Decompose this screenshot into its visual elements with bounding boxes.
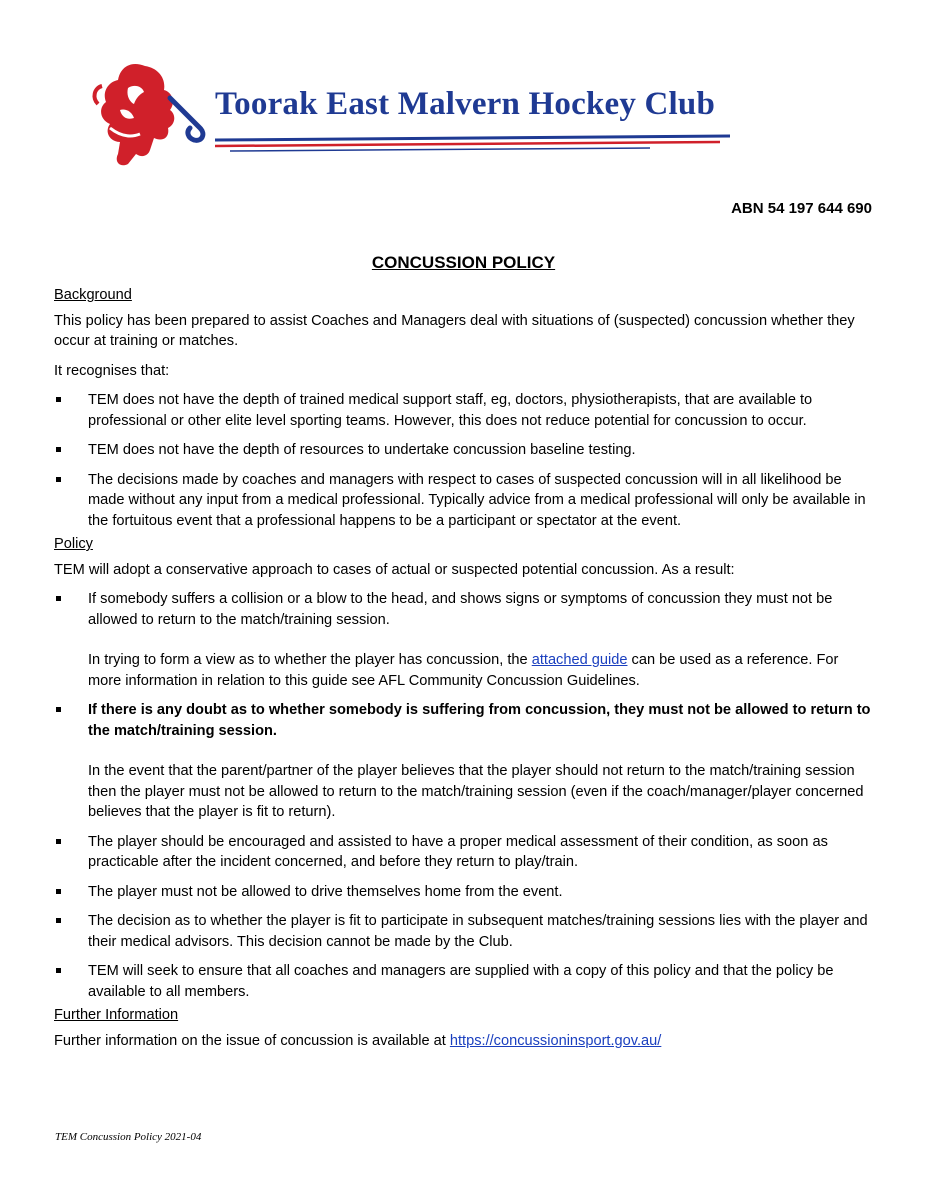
list-item: The decision as to whether the player is fit to participate in subsequent matches/training sessions lies with the player and their medical advisors. This decision cannot be made by the Club. <box>54 911 874 952</box>
list-item: The decisions made by coaches and managers with respect to cases of suspected concussion will in all likelihood be made without any input from a medical professional. Typically advice from a medical professional will only be available in the fortuitous event that a professional happens to be a participant or spectator at the event. <box>54 470 874 532</box>
policy-list <box>54 589 874 1002</box>
concussion-in-sport-link[interactable]: https://concussioninsport.gov.au/ <box>449 1032 662 1049</box>
background-list <box>54 390 874 531</box>
list-item: If somebody suffers a collision or a blow to the head, and shows signs or symptoms of concussion they must not be allowed to return to the match/training session. In trying to form a view as to whether the player has concussion, the attached guide can be used as a reference. For more information in relation to this guide see AFL Community Concussion Guidelines. <box>54 589 874 691</box>
bullet-icon <box>56 839 61 844</box>
bullet-icon <box>56 447 61 452</box>
list-item: The player must not be allowed to drive themselves home from the event. <box>54 882 874 903</box>
further-info-heading: Further Information <box>54 1007 179 1023</box>
club-logo <box>90 58 740 173</box>
further-info-text: Further information on the issue of concussion is available at https://concussioninsport.gov.au/ <box>54 1032 662 1049</box>
bullet-icon <box>56 596 61 601</box>
bullet-icon <box>56 397 61 402</box>
list-item: TEM will seek to ensure that all coaches and managers are supplied with a copy of this policy and that the policy be available to all members. <box>54 961 874 1002</box>
page-title: CONCUSSION POLICY <box>371 253 556 272</box>
recognises-text: It recognises that: <box>54 362 170 379</box>
bullet-icon <box>56 477 61 482</box>
list-item: TEM does not have the depth of trained medical support staff, eg, doctors, physiotherapists, that are available to professional or other elite level sporting teams. However, this does not reduce potential for concussion to occur. <box>54 390 874 431</box>
bullet-icon <box>56 707 61 712</box>
footer-doc-id: TEM Concussion Policy 2021-04 <box>55 1131 202 1143</box>
club-name: Toorak East Malvern Hockey Club <box>215 86 716 122</box>
abn-number: ABN 54 197 644 690 <box>731 200 872 217</box>
policy-body <box>54 285 874 1060</box>
guide-note: In trying to form a view as to whether the player has concussion, the attached guide can be used as a reference. For more information in relation to this guide see AFL Community Concussion Guidelines. <box>88 652 839 689</box>
policy-intro: TEM will adopt a conservative approach to cases of actual or suspected potential concussion. As a result: <box>54 561 735 578</box>
list-item: TEM does not have the depth of resources to undertake concussion baseline testing. <box>54 440 874 461</box>
list-item: The player should be encouraged and assisted to have a proper medical assessment of their condition, as soon as practicable after the incident concerned, and before they return to play/train. <box>54 832 874 873</box>
bullet-icon <box>56 918 61 923</box>
list-item: If there is any doubt as to whether somebody is suffering from concussion, they must not be allowed to return to the match/training session. In the event that the parent/partner of the player believes that the player should not return to the match/training session then the player must not be allowed to return to the match/training session (even if the coach/manager/player concerned believes that the player is fit to return). <box>54 700 874 823</box>
attached-guide-link[interactable]: attached guide <box>531 652 628 668</box>
bullet-icon <box>56 968 61 973</box>
policy-heading: Policy <box>54 536 93 552</box>
background-heading: Background <box>54 287 132 303</box>
background-intro: This policy has been prepared to assist Coaches and Managers deal with situations of (suspected) concussion whether they occur at training or matches. <box>54 312 855 349</box>
bullet-icon <box>56 889 61 894</box>
